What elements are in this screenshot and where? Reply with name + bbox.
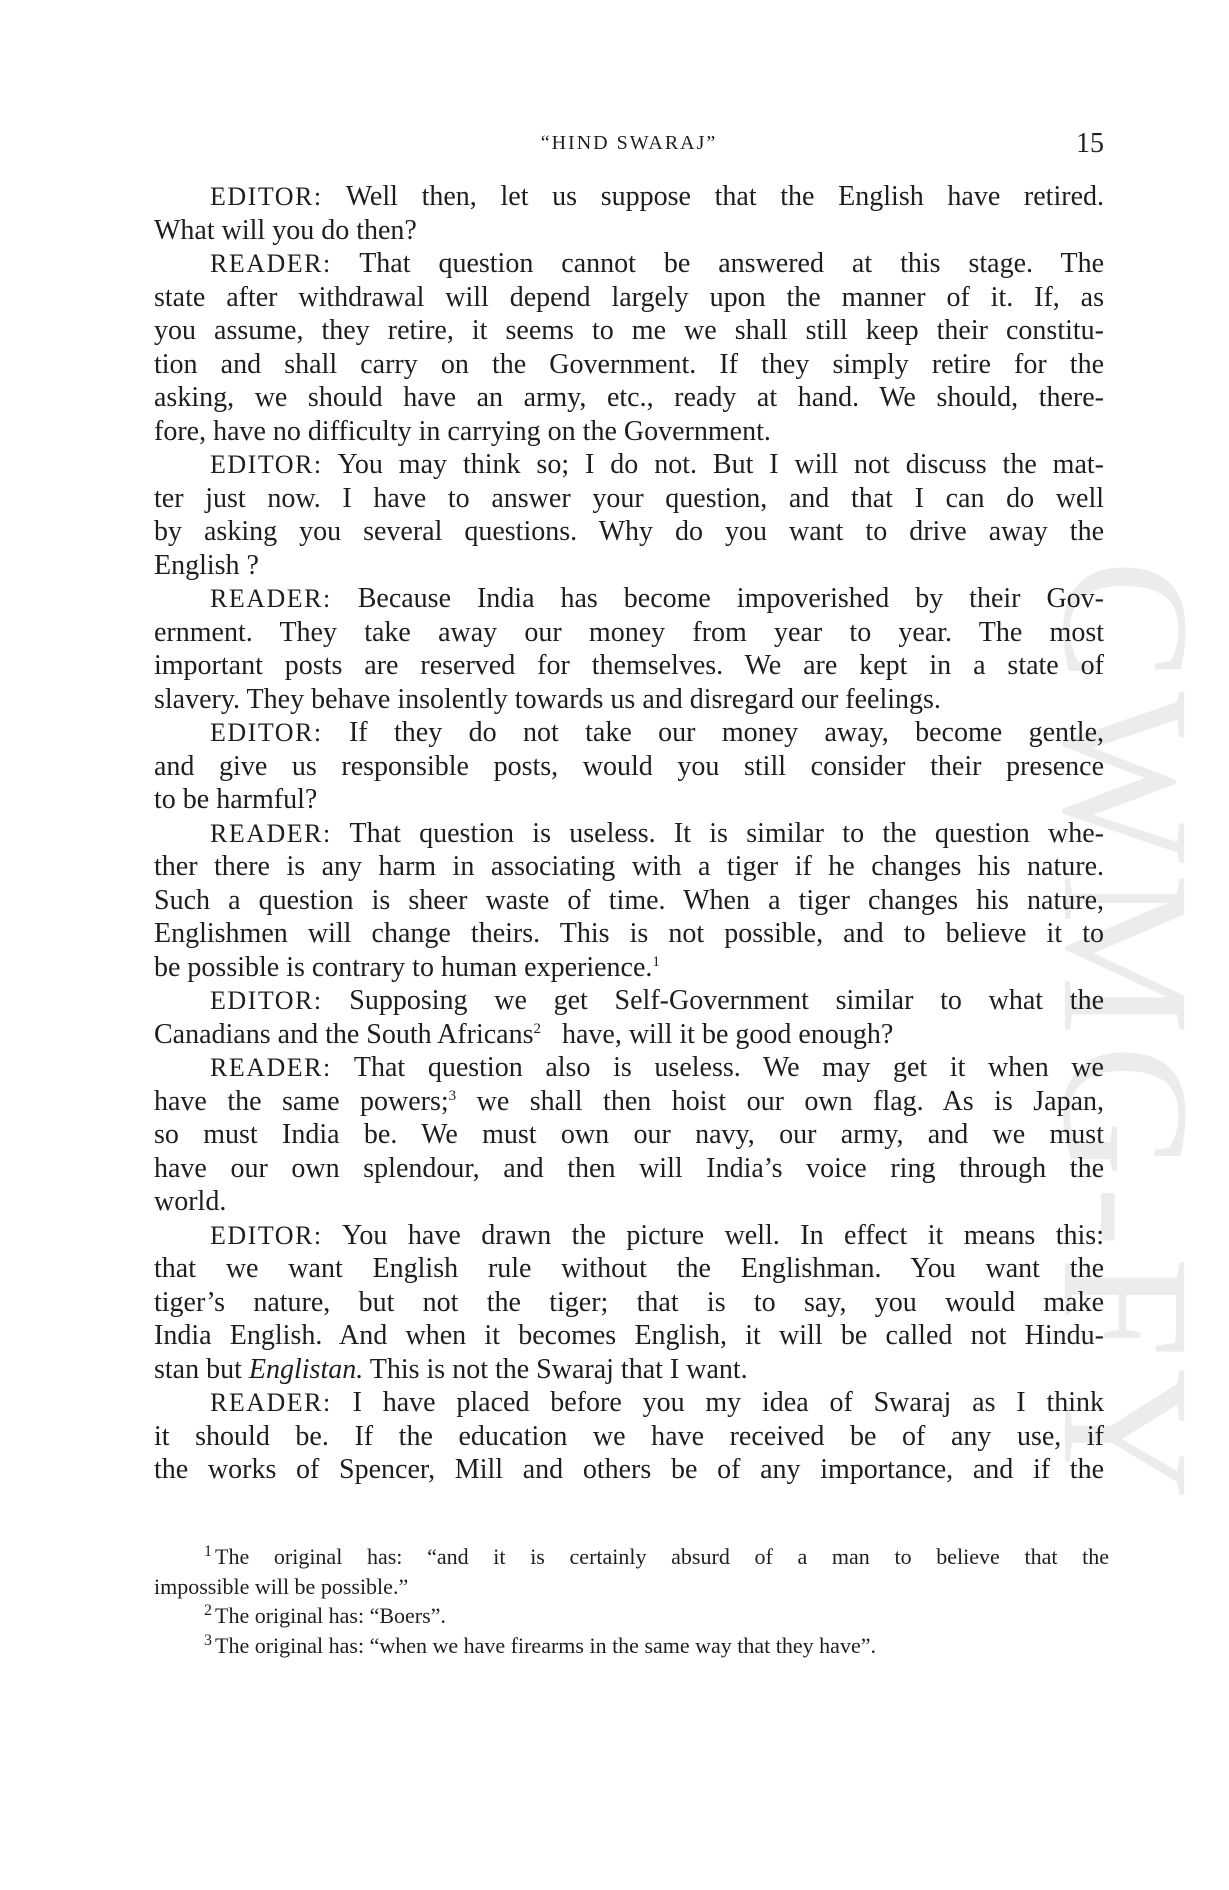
speaker-label: READER: [210,249,332,278]
text-line: Such a question is sheer waste of time. When a tiger changes his nature, [154,884,1104,916]
paragraph [154,180,1104,247]
text-line: that we want English rule without the Englishman. You want the [154,1253,1104,1284]
speaker-label: READER: [210,1388,332,1417]
footnote-line: impossible will be possible.” [154,1573,409,1599]
text-line: ther there is any harm in associating with a tiger if he changes his nature. [154,851,1104,882]
text-line: India English. And when it becomes English, it will be called not Hindu- [154,1320,1104,1351]
footnote-number: 3 [204,1631,212,1649]
footnote-ref: 1 [652,953,660,970]
footnote-line: $^2$ The original has: “Boers”. [204,1602,446,1628]
text-line: you assume, they retire, it seems to me we shall still keep their constitu- [154,315,1104,346]
text-line: be possible is contrary to human experience.$^1$ [154,951,660,983]
footnote-ref: 3 [448,1087,457,1104]
text-line: EDITOR: Well then, let us suppose that the English have retired. [210,181,1104,212]
paragraph [154,582,1104,716]
text-line: and give us responsible posts, would you still consider their presence [154,750,1104,782]
paragraph [154,817,1104,985]
text-line: ter just now. I have to answer your question, and that I can do well [154,482,1104,514]
text-line: English ? [154,549,259,581]
speaker-label: EDITOR: [210,182,323,211]
footnote-number: 2 [204,1602,212,1619]
paragraph [154,984,1104,1051]
text-line: slavery. They behave insolently towards us and disregard our feelings. [154,683,941,715]
text-line: have the same powers;$^3$ we shall then hoist our own flag. As is Japan, [154,1085,1104,1117]
footnote-line: $^3$ The original has: “when we have firearms in the same way that they have”. [204,1631,876,1658]
footnote-line: $^1$ The original has: “and it is certainly absurd of a man to believe that the [204,1543,1109,1569]
text-line: it should be. If the education we have received be of any use, if [154,1420,1104,1452]
italic-term: Englistan. [248,1353,364,1385]
speaker-label: EDITOR: [210,718,323,747]
watermark: CWMG-FY [1025,560,1226,1510]
speaker-label: EDITOR: [210,450,323,479]
paragraph [154,247,1104,448]
text-line: Englishmen will change theirs. This is not possible, and to believe it to [154,918,1104,949]
text-line: READER: That question cannot be answered at this stage. The [210,248,1104,279]
speaker-label: READER: [210,1053,332,1082]
text-line: asking, we should have an army, etc., ready at hand. We should, there- [154,382,1104,413]
footnote [154,1631,1109,1661]
text-line: READER: I have placed before you my idea of Swaraj as I think [210,1387,1105,1418]
text-line: READER: Because India has become impoverished by their Gov- [210,583,1104,614]
text-line: important posts are reserved for themselves. We are kept in a state of [154,650,1104,681]
paragraph [154,1219,1104,1387]
text-line: READER: That question is useless. It is similar to the question whe- [210,817,1104,849]
text-line: tion and shall carry on the Government. If they simply retire for the [154,348,1104,380]
paragraph [154,1051,1104,1219]
text-line: EDITOR: You have drawn the picture well. In effect it means this: [210,1219,1104,1251]
text-line: have our own splendour, and then will India’s voice ring through the [154,1152,1104,1184]
text-line: to be harmful? [154,784,318,815]
footnote [154,1601,1109,1631]
text-line: READER: That question also is useless. We may get it when we [210,1052,1104,1083]
speaker-label: EDITOR: [210,986,323,1015]
text-line: ernment. They take away our money from year to year. The most [154,616,1104,648]
text-line: by asking you several questions. Why do you want to drive away the [154,516,1104,547]
page-number: 15 [1076,128,1104,159]
text-line: the works of Spencer, Mill and others be of any importance, and if the [154,1454,1104,1485]
text-line: tiger’s nature, but not the tiger; that is to say, you would make [154,1286,1104,1318]
speaker-label: READER: [210,584,332,613]
text-line: EDITOR: If they do not take our money away, become gentle, [210,717,1104,748]
paragraph [154,1386,1104,1487]
text-line: Canadians and the South Africans$^2$ have, will it be good enough? [154,1018,894,1050]
text-line: fore, have no difficulty in carrying on the Government. [154,415,771,447]
speaker-label: EDITOR: [210,1220,323,1250]
text-line: world. [154,1186,227,1217]
paragraph [154,716,1104,817]
text-line: What will you do then? [154,214,417,246]
page-header [154,128,1104,168]
footnotes [154,1542,1109,1660]
text-line: state after withdrawal will depend largely upon the manner of it. If, as [154,281,1104,313]
text-line: so must India be. We must own our navy, our army, and we must [154,1119,1104,1150]
text-line: EDITOR: You may think so; I do not. But I will not discuss the mat- [210,449,1104,480]
footnote-ref: 2 [533,1020,541,1037]
running-title: “HIND SWARAJ” [540,132,718,154]
speaker-label: READER: [210,818,332,848]
footnote-number: 1 [204,1543,212,1560]
text-line: stan but Englistan. This is not the Swaraj that I want. [154,1353,748,1385]
footnote [154,1542,1109,1601]
text-line: EDITOR: Supposing we get Self-Government similar to what the [210,985,1104,1016]
